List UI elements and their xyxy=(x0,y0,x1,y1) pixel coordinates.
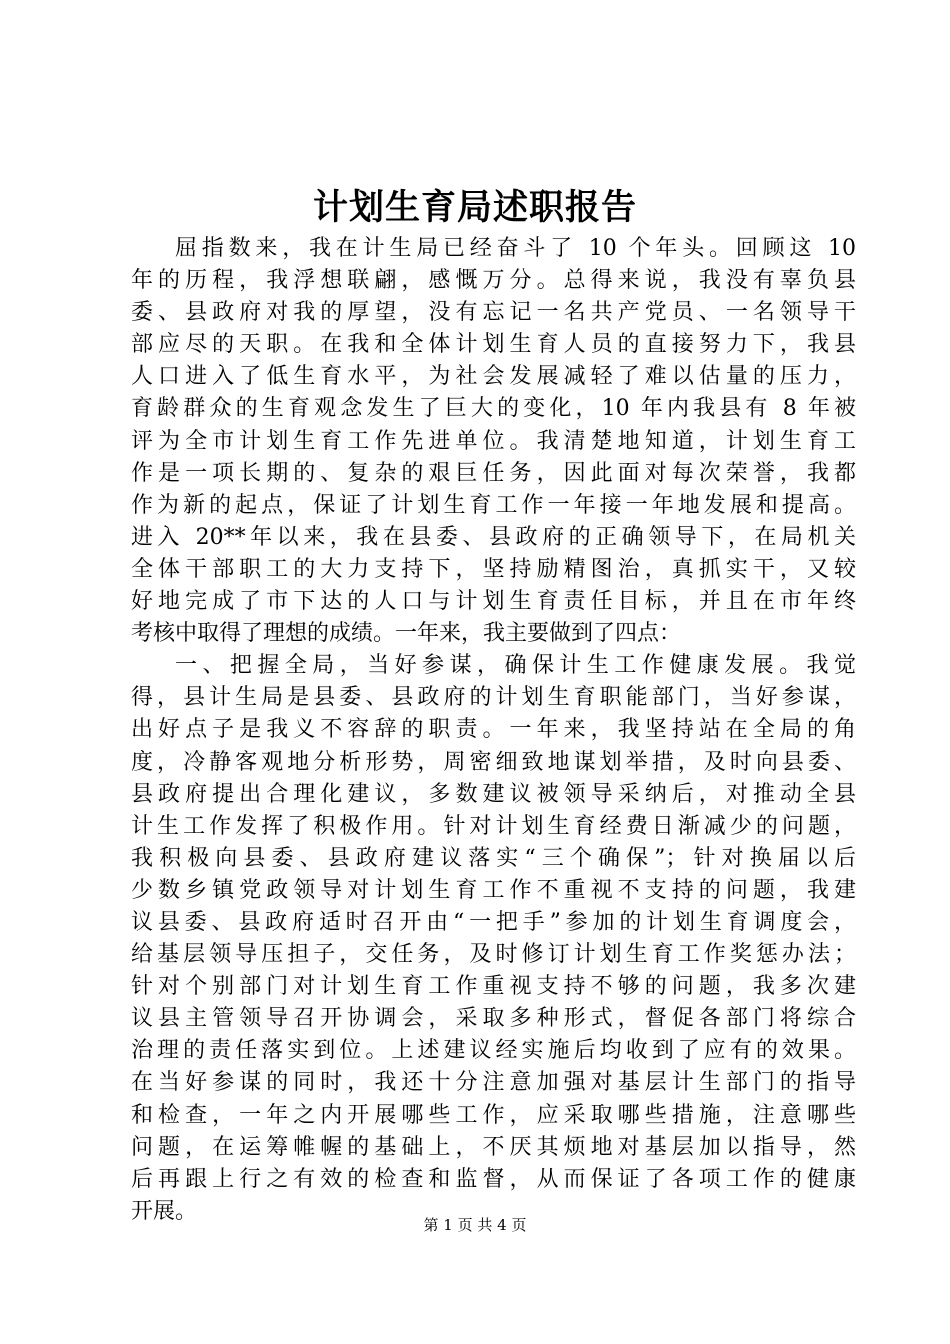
body-line: 在当好参谋的同时，我还十分注意加强对基层计生部门的指导 xyxy=(131,1070,856,1096)
document-body xyxy=(131,233,856,1228)
body-line: 考核中取得了理想的成绩。一年来，我主要做到了四点： xyxy=(131,621,682,647)
body-line: 议县委、县政府适时召开由“一把手”参加的计划生育调度会， xyxy=(131,909,856,935)
body-line: 计生工作发挥了积极作用。针对计划生育经费日渐减少的问题， xyxy=(131,813,856,839)
body-line: 部应尽的天职。在我和全体计划生育人员的直接努力下，我县 xyxy=(131,332,856,358)
body-line: 度，冷静客观地分析形势，周密细致地谋划举措，及时向县委、 xyxy=(131,749,856,775)
body-line: 针对个别部门对计划生育工作重视支持不够的问题，我多次建 xyxy=(131,974,856,1000)
body-line: 少数乡镇党政领导对计划生育工作不重视不支持的问题，我建 xyxy=(131,877,856,903)
body-line: 评为全市计划生育工作先进单位。我清楚地知道，计划生育工 xyxy=(131,428,856,454)
body-line: 给基层领导压担子，交任务，及时修订计划生育工作奖惩办法； xyxy=(131,942,856,968)
body-line: 治理的责任落实到位。上述建议经实施后均收到了应有的效果。 xyxy=(131,1038,856,1064)
body-line: 进入 20**年以来，我在县委、县政府的正确领导下，在局机关 xyxy=(131,524,856,550)
body-line: 育龄群众的生育观念发生了巨大的变化，10 年内我县有 8 年被 xyxy=(131,396,856,422)
body-line: 和检查，一年之内开展哪些工作，应采取哪些措施，注意哪些 xyxy=(131,1102,856,1128)
body-line: 后再跟上行之有效的检查和监督，从而保证了各项工作的健康 xyxy=(131,1166,856,1192)
body-line: 我积极向县委、县政府建议落实“三个确保”；针对换届以后 xyxy=(131,845,856,871)
body-line: 委、县政府对我的厚望，没有忘记一名共产党员、一名领导干 xyxy=(131,300,856,326)
body-line: 一、把握全局，当好参谋，确保计生工作健康发展。我觉 xyxy=(175,653,856,679)
page-footer: 第 1 页 共 4 页 xyxy=(423,1216,527,1234)
body-line: 年的历程，我浮想联翩，感慨万分。总得来说，我没有辜负县 xyxy=(131,268,856,294)
body-line: 屈指数来，我在计生局已经奋斗了 10 个年头。回顾这 10 xyxy=(175,236,856,261)
body-line: 人口进入了低生育水平，为社会发展减轻了难以估量的压力， xyxy=(131,364,856,390)
body-line: 作是一项长期的、复杂的艰巨任务，因此面对每次荣誉，我都 xyxy=(131,460,856,486)
body-line: 出好点子是我义不容辞的职责。一年来，我坚持站在全局的角 xyxy=(131,717,856,743)
body-line: 问题，在运筹帷幄的基础上，不厌其烦地对基层加以指导，然 xyxy=(131,1134,856,1160)
body-line: 得，县计生局是县委、县政府的计划生育职能部门，当好参谋， xyxy=(131,685,856,711)
body-line: 好地完成了市下达的人口与计划生育责任目标，并且在市年终 xyxy=(131,589,856,615)
document-title: 计划生育局述职报告 xyxy=(312,187,637,228)
body-line: 县政府提出合理化建议，多数建议被领导采纳后，对推动全县 xyxy=(131,781,856,807)
body-line: 议县主管领导召开协调会，采取多种形式，督促各部门将综合 xyxy=(131,1006,856,1032)
body-line: 全体干部职工的大力支持下，坚持励精图治，真抓实干，又较 xyxy=(131,556,856,582)
body-line: 作为新的起点，保证了计划生育工作一年接一年地发展和提高。 xyxy=(131,492,856,518)
body-line: 开展。 xyxy=(131,1198,198,1224)
